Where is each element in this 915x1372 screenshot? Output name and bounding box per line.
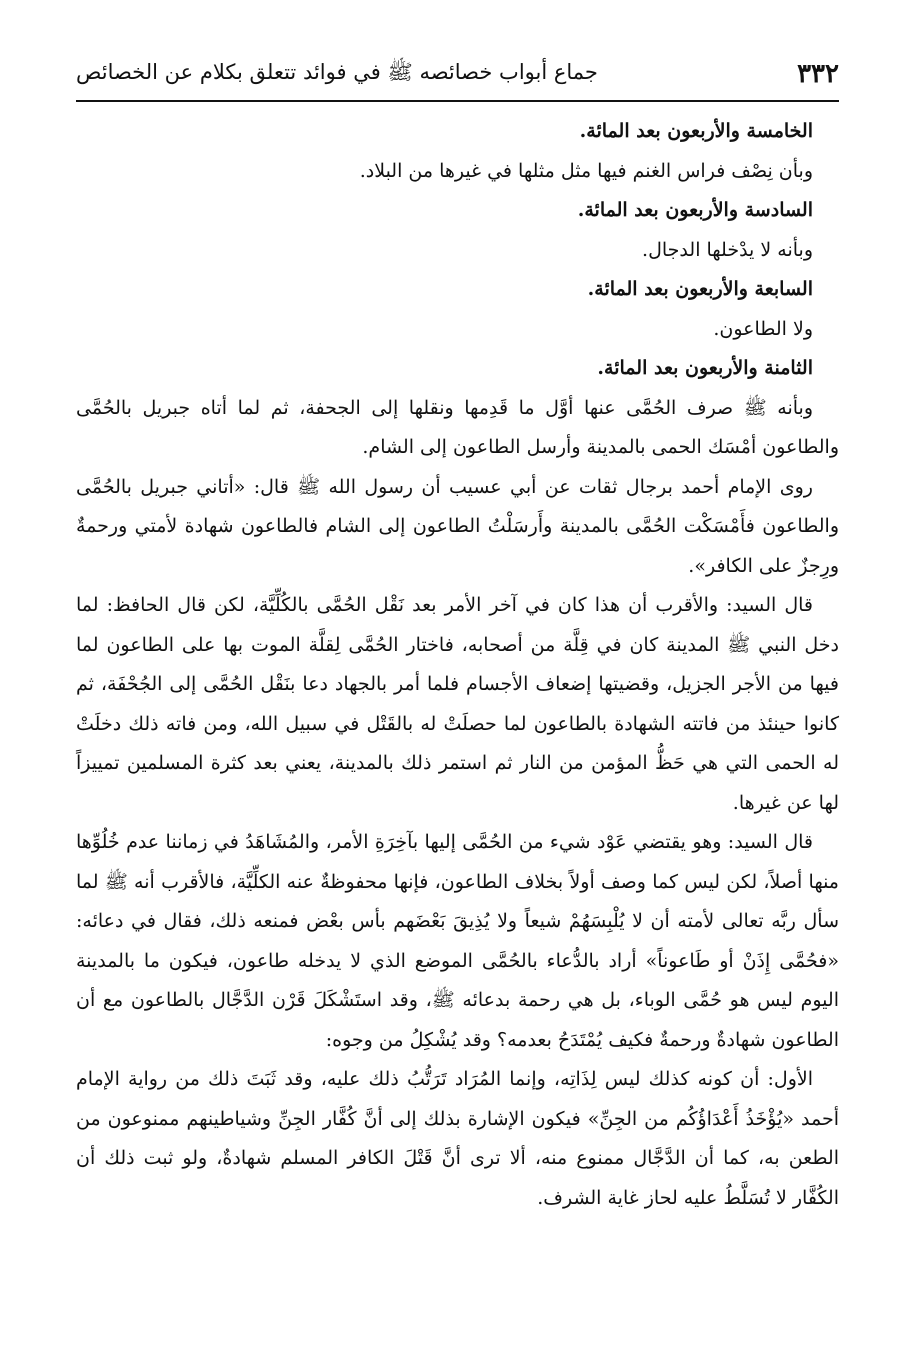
section-heading: الثامنة والأربعون بعد المائة. — [597, 357, 813, 379]
page-number: ٣٣٢ — [797, 59, 839, 89]
page-body — [76, 112, 839, 1218]
section-heading: الخامسة والأربعون بعد المائة. — [579, 120, 813, 142]
paragraph: وبأنه لا يدْخلها الدجال. — [642, 238, 813, 261]
paragraph: قال السيد: وهو يقتضي عَوْد شيء من الحُمَّى إليها بآخِرَةِ الأمر، والمُشَاهَدُ في زماننا عدم خُلُوِّها منها أصلاً، لكن ليس كما وصف أولاً بخلاف الطاعون، فإنها محفوظةٌ عنه الكلِّيَّة، فالأقرب أنه ﷺ لما سأل ربَّه تعالى لأمته أن لا يُلْبِسَهُمْ شيعاً ولا يُذِيقَ بَعْضَهم بأس بعْض فمنعه ذلك، فقال في دعائه: «فحُمَّى إِذَنْ أو طَاعوناً» أراد بالدُّعاء بالحُمَّى الموضع الذي لا يدخله طاعون، فيكون ما بالمدينة اليوم ليس هو حُمَّى الوباء، بل هي رحمة بدعائه ﷺ، وقد استَشْكَلَ قَرْن الدَّجَّال بالطاعون مع أن الطاعون شهادةٌ ورحمةٌ فكيف يُمْتَدَحُ بعدمه؟ وقد يُشْكِلُ من وجوه: — [76, 831, 839, 1051]
header-divider — [76, 100, 839, 102]
paragraph: الأول: أن كونه كذلك ليس لِذَاتِه، وإنما المُرَاد تَرَتُّبُ ذلك عليه، وقد ثَبَتَ ذلك من رواية الإمام أحمد «يُؤْخَذُ أَعْدَاؤُكُم من الجِنِّ» فيكون الإشارة بذلك إلى أنَّ كُفَّار الجِنِّ وشياطينهم ممنوعون من الطعن به، كما أن الدَّجَّال ممنوع منه، ألا ترى أنَّ قَتْلَ الكافر المسلم شهادةٌ، ولو ثبت ذلك أن الكُفَّار لا تُسَلَّطُ عليه لحاز غاية الشرف. — [76, 1068, 839, 1209]
running-title: جماع أبواب خصائصه ﷺ في فوائد تتعلق بكلام عن الخصائص — [76, 59, 598, 84]
page-header — [76, 52, 839, 96]
paragraph: وبأن نِصْف فراس الغنم فيها مثل مثلها في غيرها من البلاد. — [359, 159, 813, 182]
section-heading: السادسة والأربعون بعد المائة. — [577, 199, 813, 221]
paragraph: قال السيد: والأقرب أن هذا كان في آخر الأمر بعد نَقْل الحُمَّى بالكُلِّيَّة، لكن قال الحافظ: لما دخل النبي ﷺ المدينة كان في قِلَّة من أصحابه، فاختار الحُمَّى لِقلَّة الموت بها على الطاعون لما فيها من الأجر الجزيل، وقضيتها إضعاف الأجسام فلما أمر بالجهاد دعا بنَقْل الحُمَّى إلى الجُحْفَة، ثم كانوا حينئذ من فاتته الشهادة بالطاعون لما حصلَتْ له بالقَتْل في سبيل الله، ومن فاته ذلك دخلَتْ له الحمى التي هي حَظُّ المؤمن من النار ثم استمر ذلك بالمدينة، يعني بعد كثرة المسلمين تمييزاً لها عن غيرها. — [76, 594, 839, 814]
section-heading: السابعة والأربعون بعد المائة. — [587, 278, 813, 300]
paragraph: روى الإمام أحمد برجال ثقات عن أبي عسيب أن رسول الله ﷺ قال: «أتاني جبريل بالحُمَّى والطاعون فأَمْسَكْت الحُمَّى بالمدينة وأَرسَلْتُ الطاعون إلى الشام فالطاعون شهادة لأمتي ورحمةٌ ورِجزٌ على الكافر». — [76, 475, 839, 577]
paragraph: وبأنه ﷺ صرف الحُمَّى عنها أوَّل ما قَدِمها ونقلها إلى الجحفة، ثم لما أتاه جبريل بالحُمَّى والطاعون أمْسَك الحمى بالمدينة وأرسل الطاعون إلى الشام. — [76, 396, 839, 458]
paragraph: ولا الطاعون. — [713, 317, 813, 340]
